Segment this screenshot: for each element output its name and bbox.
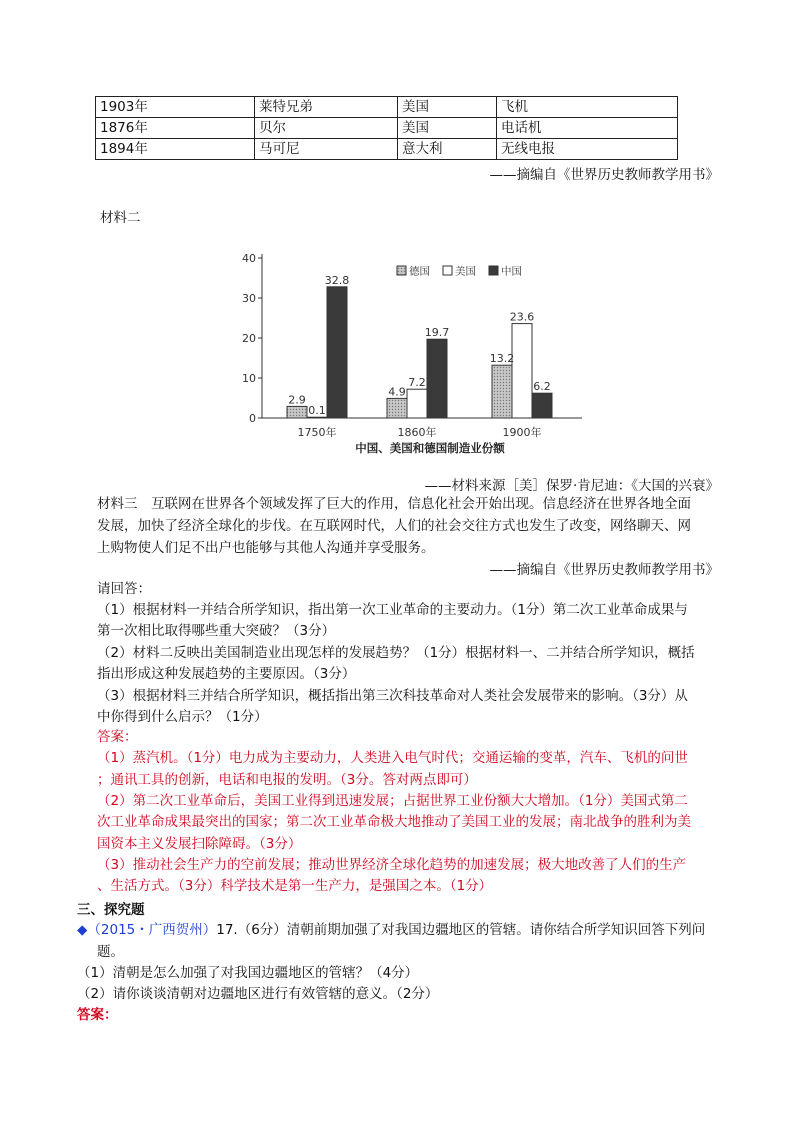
answer-line: （2）第二次工业革命后，美国工业得到迅速发展；占据世界工业份额大大增加。（1分）美国式第二 <box>97 793 688 809</box>
answer-line: ；通讯工具的创新，电话和电报的发明。（3分。答对两点即可） <box>97 772 477 788</box>
question-17-sub1: （1）清朝是怎么加强了对我国边疆地区的管辖？（4分） <box>77 965 419 981</box>
material3-line: 材料三 互联网在世界各个领域发挥了巨大的作用，信息化社会开始出现。信息经济在世界各地全面 <box>97 496 691 512</box>
x-category-label: 1750年 <box>297 426 337 439</box>
section-heading: 三、探究题 <box>77 902 145 918</box>
answer-line: 次工业革命成果最突出的国家；第二次工业革命极大地推动了美国工业的发展；南北战争的胜利为美 <box>97 814 691 830</box>
material3-line: 上购物使人们足不出户也能够与其他人沟通并享受服务。 <box>97 540 435 556</box>
question-line: 指出形成这种发展趋势的主要原因。（3分） <box>97 666 356 682</box>
x-category-label: 1900年 <box>502 426 542 439</box>
y-tick-label: 20 <box>242 332 256 345</box>
chart-legend <box>397 265 522 278</box>
legend-label: 德国 <box>409 265 430 278</box>
manufacturing-share-chart <box>232 246 602 460</box>
bar-美国 <box>512 324 532 418</box>
answer-line: （3）推动社会生产力的空前发展；推动世界经济全球化趋势的加速发展；极大地改善了人们的生产 <box>97 857 687 873</box>
y-tick-label: 30 <box>242 292 256 305</box>
source-citation-2: ——材料来源［美］保罗·肯尼迪：《大国的兴衰》 <box>424 478 719 494</box>
bar-美国 <box>407 389 427 418</box>
question-source-tag: （2015・广西贺州） <box>87 922 217 938</box>
question-line: 第一次相比取得哪些重大突破？（3分） <box>97 623 336 639</box>
bar-德国 <box>492 365 512 418</box>
answer-label: 答案： <box>97 729 138 745</box>
bar-value-label: 19.7 <box>424 326 450 340</box>
question-intro: 请回答： <box>97 581 151 597</box>
bar-中国 <box>532 393 552 418</box>
legend-label: 美国 <box>455 265 476 278</box>
answer-line: 国资本主义发展扫除障碍。（3分） <box>97 836 302 852</box>
bar-value-label: 2.9 <box>288 393 306 407</box>
bar-中国 <box>327 287 347 418</box>
table-row <box>96 97 678 118</box>
bar-value-label: 7.2 <box>408 376 426 390</box>
source-citation-1: ——摘编自《世界历史教师教学用书》 <box>489 167 719 183</box>
question-17 <box>77 918 705 938</box>
question-17-continued: 题。 <box>97 944 124 960</box>
question-line: （3）根据材料三并结合所学知识，概括指出第三次科技革命对人类社会发展带来的影响。（3分）从 <box>97 688 688 704</box>
bar-value-label: 0.1 <box>308 404 326 418</box>
question-17-sub2: （2）请你谈谈清朝对边疆地区进行有效管辖的意义。（2分） <box>77 986 439 1002</box>
table-cell: 1894年 <box>96 139 255 160</box>
table-cell: 意大利 <box>398 139 497 160</box>
question-17-answer-label: 答案： <box>77 1007 118 1023</box>
y-tick-label: 40 <box>242 252 256 265</box>
table-cell: 马可尼 <box>255 139 398 160</box>
table-cell: 电话机 <box>497 118 678 139</box>
legend-swatch-中国 <box>489 266 498 275</box>
material2-label: 材料二 <box>100 210 141 226</box>
table-cell: 贝尔 <box>255 118 398 139</box>
source-citation-3: ——摘编自《世界历史教师教学用书》 <box>489 562 719 578</box>
chart-title: 中国、美国和德国制造业份额 <box>355 441 505 455</box>
table-cell: 1903年 <box>96 97 255 118</box>
table-row <box>96 139 678 160</box>
bar-德国 <box>387 398 407 418</box>
answer-line: 、生活方式。（3分）科学技术是第一生产力，是强国之本。（1分） <box>97 878 493 894</box>
bar-美国 <box>307 417 327 418</box>
question-line: 中你得到什么启示？（1分） <box>97 709 268 725</box>
bar-value-label: 13.2 <box>489 352 515 366</box>
question-line: （1）根据材料一并结合所学知识，指出第一次工业革命的主要动力。（1分）第二次工业革命成果与 <box>97 602 688 618</box>
y-tick-label: 10 <box>242 372 256 385</box>
bar-value-label: 4.9 <box>388 385 406 399</box>
table-cell: 飞机 <box>497 97 678 118</box>
bar-value-label: 32.8 <box>324 273 350 287</box>
table-cell: 美国 <box>398 97 497 118</box>
table-cell: 1876年 <box>96 118 255 139</box>
table-cell: 莱特兄弟 <box>255 97 398 118</box>
table-cell: 美国 <box>398 118 497 139</box>
y-tick-label: 0 <box>249 412 256 425</box>
legend-label: 中国 <box>501 265 522 278</box>
bar-德国 <box>287 406 307 418</box>
table-cell: 无线电报 <box>497 139 678 160</box>
bar-value-label: 23.6 <box>509 310 535 324</box>
legend-swatch-美国 <box>443 266 452 275</box>
table-row <box>96 118 678 139</box>
diamond-bullet-icon: ◆ <box>77 922 88 938</box>
material3-line: 发展，加快了经济全球化的步伐。在互联网时代，人们的社会交往方式也发生了改变，网络聊天、网 <box>97 518 691 534</box>
bar-中国 <box>427 339 447 418</box>
answer-line: （1）蒸汽机。（1分）电力成为主要动力，人类进入电气时代；交通运输的变革，汽车、飞机的问世 <box>97 750 688 766</box>
x-category-label: 1860年 <box>397 426 437 439</box>
question-17-text: 17.（6分）清朝前期加强了对我国边疆地区的管辖。请你结合所学知识回答下列问 <box>216 922 706 938</box>
question-line: （2）材料二反映出美国制造业出现怎样的发展趋势？（1分）根据材料一、二并结合所学知识，概括 <box>97 645 695 661</box>
inventions-table <box>95 96 678 160</box>
legend-swatch-德国 <box>397 266 406 275</box>
bar-value-label: 6.2 <box>533 380 551 394</box>
